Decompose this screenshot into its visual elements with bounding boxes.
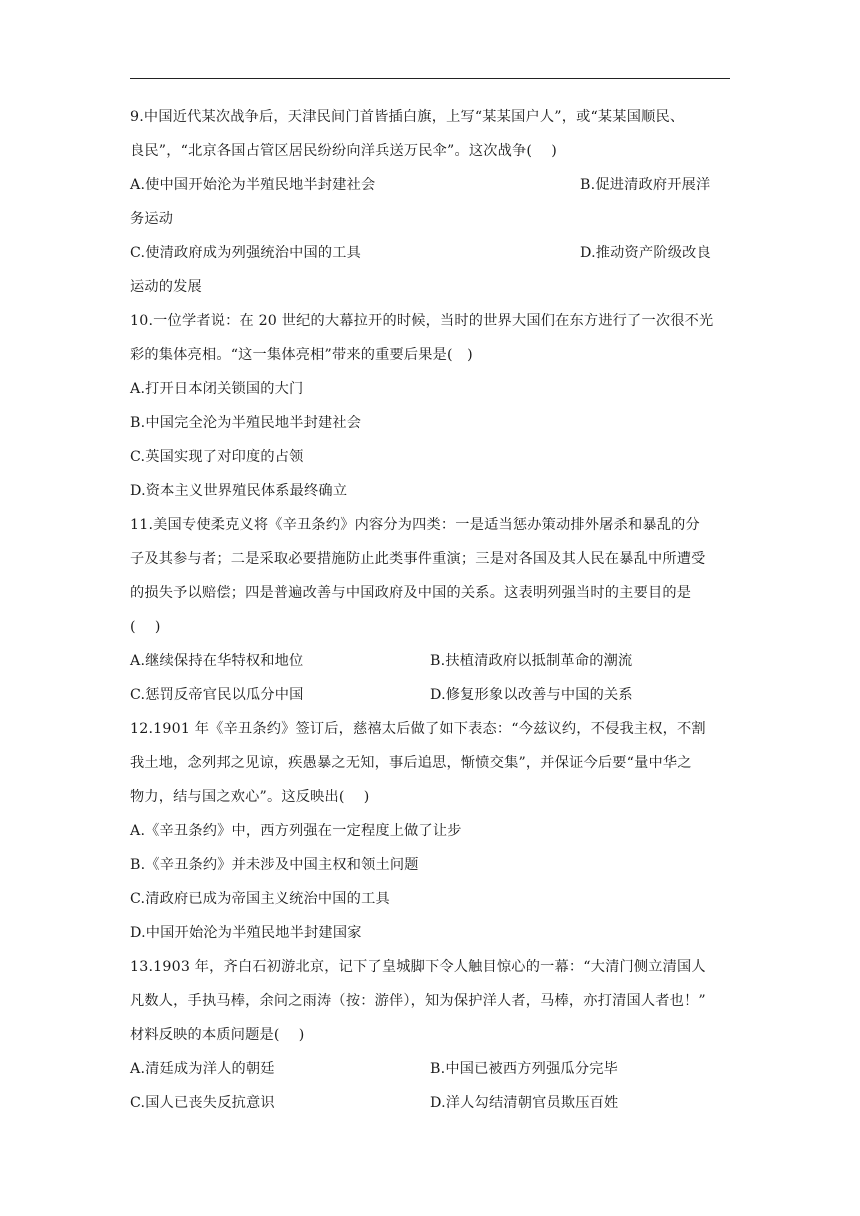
question-13-stem-line-3: 材料反映的本质问题是( ) <box>130 1027 305 1043</box>
question-11-stem-line-4: ( ) <box>130 619 161 635</box>
question-12-option-c[interactable]: C.清政府已成为帝国主义统治中国的工具 <box>130 891 390 907</box>
question-11-option-d[interactable]: D.修复形象以改善与中国的关系 <box>430 687 633 703</box>
question-12-option-b[interactable]: B.《辛丑条约》并未涉及中国主权和领土问题 <box>130 857 419 873</box>
question-13-options-row-2 <box>130 1086 730 1120</box>
question-12-stem-line-1: 12.1901 年《辛丑条约》签订后，慈禧太后做了如下表态：“今兹议约，不侵我主权，不割 <box>130 721 706 737</box>
question-10-stem-line-2: 彩的集体亮相。“这一集体亮相”带来的重要后果是( ) <box>130 347 473 363</box>
question-13-option-b[interactable]: B.中国已被西方列强瓜分完毕 <box>430 1061 618 1077</box>
question-11-option-b[interactable]: B.扶植清政府以抵制革命的潮流 <box>430 653 633 669</box>
question-9-option-b-continued: 务运动 <box>130 211 174 227</box>
question-13-option-a[interactable]: A.清廷成为洋人的朝廷 <box>130 1061 275 1077</box>
question-9-options-row-2 <box>130 236 730 270</box>
question-13-option-c[interactable]: C.国人已丧失反抗意识 <box>130 1095 275 1111</box>
question-12-stem-line-2: 我土地，念列邦之见谅，疾愚暴之无知，事后追思，惭愤交集”，并保证今后要“量中华之 <box>130 755 692 771</box>
question-10-option-b[interactable]: B.中国完全沦为半殖民地半封建社会 <box>130 415 362 431</box>
question-page <box>130 100 730 1120</box>
question-13-stem-line-1: 13.1903 年，齐白石初游北京，记下了皇城脚下令人触目惊心的一幕：“大清门侧立清国人 <box>130 959 706 975</box>
question-9-option-a[interactable]: A.使中国开始沦为半殖民地半封建社会 <box>130 177 376 193</box>
question-9-options-row-1 <box>130 168 730 202</box>
question-9-stem-line-2: 良民”，“北京各国占管区居民纷纷向洋兵送万民伞”。这次战争( ) <box>130 143 558 159</box>
question-11-stem-line-1: 11.美国专使柔克义将《辛丑条约》内容分为四类：一是适当惩办策动排外屠杀和暴乱的分 <box>130 517 700 533</box>
question-11-stem-line-3: 的损失予以赔偿；四是普遍改善与中国政府及中国的关系。这表明列强当时的主要目的是 <box>130 585 692 601</box>
question-12-stem-line-3: 物力，结与国之欢心”。这反映出( ) <box>130 789 370 805</box>
question-10-stem-line-1: 10.一位学者说：在 20 世纪的大幕拉开的时候，当时的世界大国们在东方进行了一次很不光 <box>130 313 714 329</box>
question-9-option-d-continued: 运动的发展 <box>130 279 202 295</box>
question-13-options-row-1 <box>130 1052 730 1086</box>
question-12-option-d[interactable]: D.中国开始沦为半殖民地半封建国家 <box>130 925 362 941</box>
question-13-stem-line-2: 凡数人，手执马棒，余问之雨涛（按：游伴），知为保护洋人者，马棒，亦打清国人者也！” <box>130 993 706 1009</box>
question-10-option-a[interactable]: A.打开日本闭关锁国的大门 <box>130 381 304 397</box>
question-10-option-d[interactable]: D.资本主义世界殖民体系最终确立 <box>130 483 348 499</box>
header-rule <box>130 78 730 79</box>
question-9-stem-line-1: 9.中国近代某次战争后，天津民间门首皆插白旗，上写“某某国户人”，或“某某国顺民、 <box>130 109 685 125</box>
question-11-stem-line-2: 子及其参与者；二是采取必要措施防止此类事件重演；三是对各国及其人民在暴乱中所遭受 <box>130 551 706 567</box>
question-9-option-b[interactable]: B.促进清政府开展洋 <box>580 177 711 193</box>
question-11-options-row-1 <box>130 644 730 678</box>
question-10-option-c[interactable]: C.英国实现了对印度的占领 <box>130 449 304 465</box>
question-10 <box>130 304 730 508</box>
question-11 <box>130 508 730 712</box>
question-11-option-c[interactable]: C.惩罚反帝官民以瓜分中国 <box>130 687 304 703</box>
question-12 <box>130 712 730 950</box>
question-9-option-d[interactable]: D.推动资产阶级改良 <box>580 245 711 261</box>
question-12-option-a[interactable]: A.《辛丑条约》中，西方列强在一定程度上做了让步 <box>130 823 462 839</box>
question-13 <box>130 950 730 1120</box>
question-9-option-c[interactable]: C.使清政府成为列强统治中国的工具 <box>130 245 362 261</box>
question-13-option-d[interactable]: D.洋人勾结清朝官员欺压百姓 <box>430 1095 619 1111</box>
question-11-options-row-2 <box>130 678 730 712</box>
question-9 <box>130 100 730 304</box>
question-11-option-a[interactable]: A.继续保持在华特权和地位 <box>130 653 304 669</box>
